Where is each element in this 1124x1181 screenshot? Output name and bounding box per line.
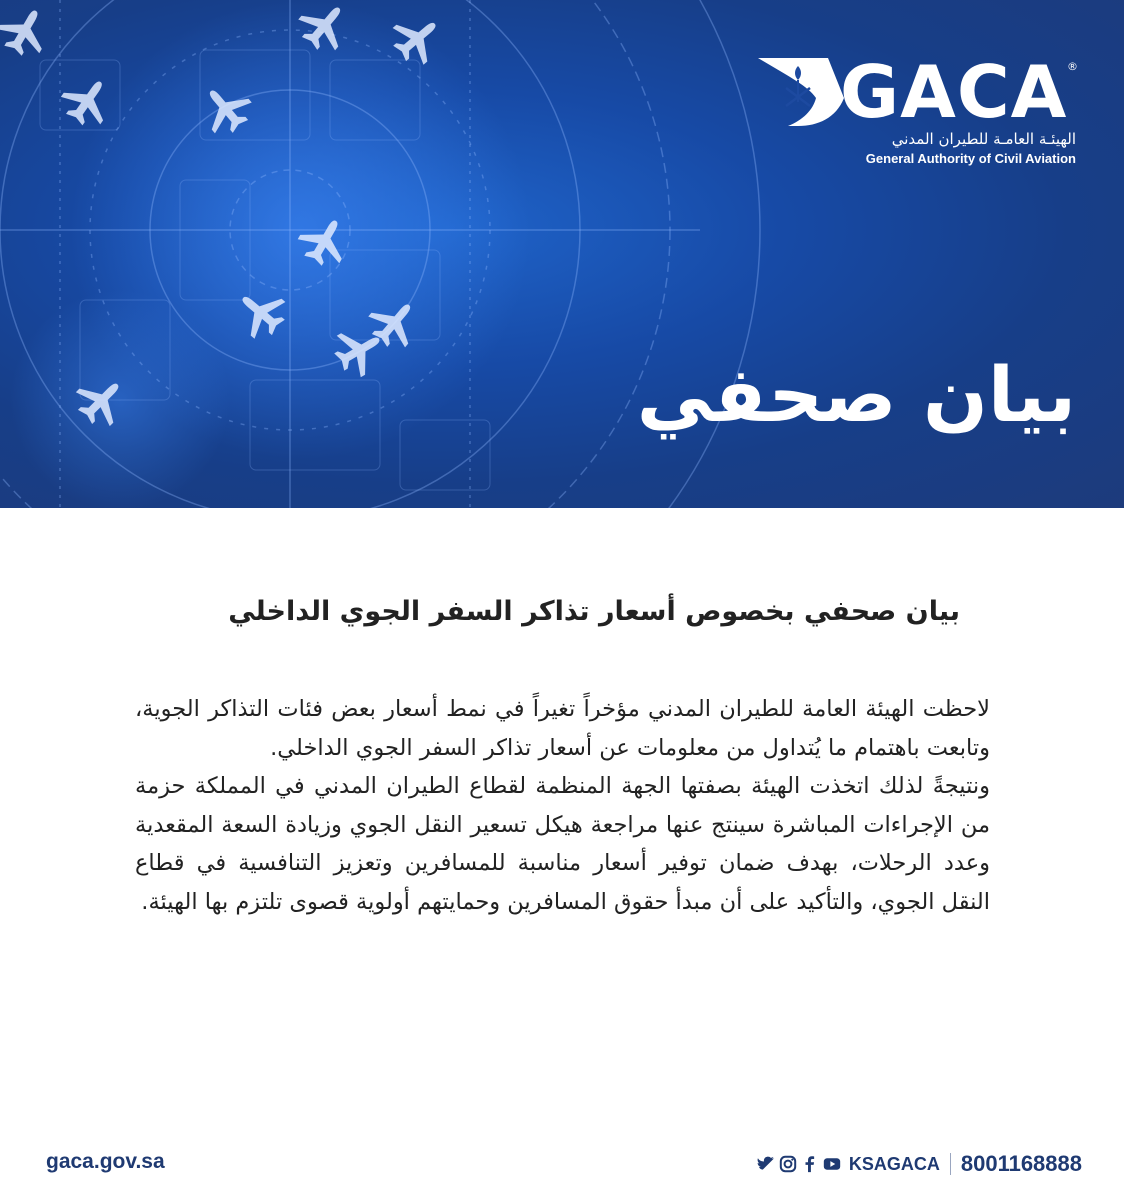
footer-contact	[757, 1150, 1082, 1178]
instagram-icon[interactable]	[779, 1155, 797, 1173]
gaca-wordmark: GACA	[840, 50, 1068, 134]
youtube-icon[interactable]	[823, 1155, 841, 1173]
twitter-icon[interactable]	[757, 1155, 775, 1173]
article-body	[135, 690, 990, 921]
saudi-emblem-wing-icon	[758, 58, 853, 126]
header-banner	[0, 0, 1124, 508]
paragraph: ونتيجةً لذلك اتخذت الهيئة بصفتها الجهة المنظمة لقطاع الطيران المدني في المملكة حزمة من الإجراءات المباشرة سينتج عنها مراجعة هيكل تسعير النقل الجوي وزيادة السعة المقعدية وعدد الرحلات، بهدف ضمان توفير أسعار مناسبة للمسافرين وتعزيز التنافسية في قطاع النقل الجوي، والتأكيد على أن مبدأ حقوق المسافرين وحمايتهم أولوية قصوى تلتزم بها الهيئة.	[135, 773, 990, 915]
footer-divider	[950, 1153, 951, 1175]
phone-number[interactable]: 8001168888	[960, 1151, 1082, 1176]
social-handle[interactable]: KSAGACA	[848, 1153, 940, 1174]
facebook-icon[interactable]	[801, 1155, 819, 1173]
paragraph: لاحظت الهيئة العامة للطيران المدني مؤخراً تغيراً في نمط أسعار بعض فئات التذاكر الجوية، وتابعت باهتمام ما يُتداول من معلومات عن أسعار تذاكر السفر الجوي الداخلي.	[135, 696, 990, 761]
logo-arabic-name: الهيئـة العامـة للطيران المدني	[891, 130, 1076, 148]
logo-english-name: General Authority of Civil Aviation	[865, 151, 1076, 166]
banner-title: بيان صحفي	[636, 350, 1076, 439]
registered-mark: ®	[1067, 60, 1078, 73]
article-headline: بيان صحفي بخصوص أسعار تذاكر السفر الجوي الداخلي	[228, 596, 960, 627]
footer-website-link[interactable]: gaca.gov.sa	[46, 1150, 165, 1173]
gaca-logo	[758, 50, 1078, 173]
